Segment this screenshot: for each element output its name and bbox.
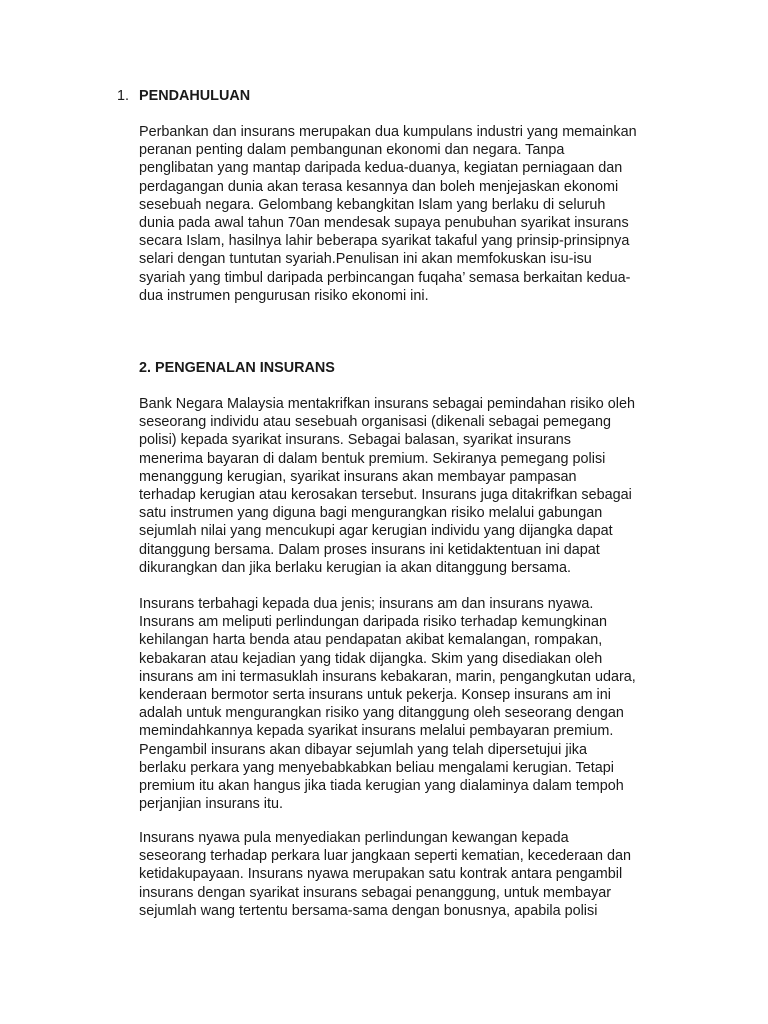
section-1-number: 1. [117,88,130,104]
text-line: kebakaran atau kejadian yang tidak dijangka. Skim yang disediakan oleh [139,650,603,667]
text-line: Insurans am meliputi perlindungan daripada risiko terhadap kemungkinan [139,614,607,631]
text-line: ketidakupayaan. Insurans nyawa merupakan satu kontrak antara pengambil [139,866,623,883]
text-line: dikurangkan dan jika berlaku kerugian ia akan ditanggung bersama. [139,559,572,576]
section-1-title: PENDAHULUAN [139,88,251,104]
text-line: polisi) kepada syarikat insurans. Sebagai balasan, syarikat insurans [139,432,571,449]
text-line: perdagangan dunia akan terasa kesannya dan boleh menjejaskan ekonomi [139,178,619,195]
text-line: ditanggung bersama. Dalam proses insurans ini ketidaktentuan ini dapat [139,541,600,558]
text-line: satu instrumen yang diguna bagi mengurangkan risiko melalui gabungan [139,505,603,522]
text-line: dunia pada awal tahun 70an mendesak supaya penubuhan syarikat insurans [139,214,629,231]
text-line: memindahkannya kepada syarikat insurans melalui pembayaran premium. [139,723,614,740]
text-line: adalah untuk mengurangkan risiko yang ditanggung oleh seseorang dengan [139,705,624,722]
text-line: peranan penting dalam pembangunan ekonomi dan negara. Tanpa [139,142,565,159]
section-2-title: 2. PENGENALAN INSURANS [139,360,335,376]
text-line: kenderaan bermotor serta insurans untuk pekerja. Konsep insurans am ini [139,686,611,703]
text-line: menanggung kerugian, syarikat insurans akan membayar pampasan [139,468,577,485]
text-line: Bank Negara Malaysia mentakrifkan insurans sebagai pemindahan risiko oleh [139,396,635,412]
section-2-paragraph-3 [139,829,699,920]
text-line: seseorang individu atau sesebuah organisasi (dikenali sebagai pemegang [139,414,612,431]
text-line: sesebuah negara. Gelombang kebangkitan Islam yang berlaku di seluruh [139,196,606,213]
text-line: perjanjian insurans itu. [139,796,283,813]
section-1-heading [117,86,250,106]
text-line: Insurans terbahagi kepada dua jenis; insurans am dan insurans nyawa. [139,596,594,612]
section-2-paragraph-1 [139,395,699,577]
text-line: kehilangan harta benda atau pendapatan akibat kemalangan, rompakan, [139,632,603,649]
text-line: Pengambil insurans akan dibayar sejumlah yang telah dipersetujui jika [139,741,587,758]
text-line: secara Islam, hasilnya lahir beberapa syarikat takaful yang prinsip-prinsipnya [139,233,630,250]
text-line: terhadap kerugian atau kerosakan tersebut. Insurans juga ditakrifkan sebagai [139,486,632,503]
text-line: insurans dengan syarikat insurans sebagai penanggung, untuk membayar [139,884,611,901]
text-line: selari dengan tuntutan syariah.Penulisan ini akan memfokuskan isu-isu [139,251,592,268]
text-line: dua instrumen pengurusan risiko ekonomi ini. [139,287,429,304]
section-1-paragraph [139,123,699,305]
text-line: premium itu akan hangus jika tiada kerugian yang dialaminya dalam tempoh [139,777,624,794]
text-line: sejumlah wang tertentu bersama-sama dengan bonusnya, apabila polisi [139,902,598,919]
text-line: Insurans nyawa pula menyediakan perlindungan kewangan kepada [139,830,569,846]
text-line: menerima bayaran di dalam bentuk premium. Sekiranya pemegang polisi [139,450,606,467]
section-2-paragraph-2 [139,595,699,813]
text-line: sejumlah nilai yang mencukupi agar kerugian individu yang dijangka dapat [139,523,613,540]
text-line: penglibatan yang mantap daripada kedua-duanya, kegiatan perniagaan dan [139,160,623,177]
text-line: berlaku perkara yang menyebabkabkan beliau mengalami kerugian. Tetapi [139,759,614,776]
text-line: insurans am ini termasuklah insurans kebakaran, marin, pengangkutan udara, [139,668,636,685]
text-line: seseorang terhadap perkara luar jangkaan seperti kematian, kecederaan dan [139,848,632,865]
text-line: syariah yang timbul daripada perbincangan fuqaha’ semasa berkaitan kedua- [139,269,631,286]
text-line: Perbankan dan insurans merupakan dua kumpulans industri yang memainkan [139,124,637,140]
